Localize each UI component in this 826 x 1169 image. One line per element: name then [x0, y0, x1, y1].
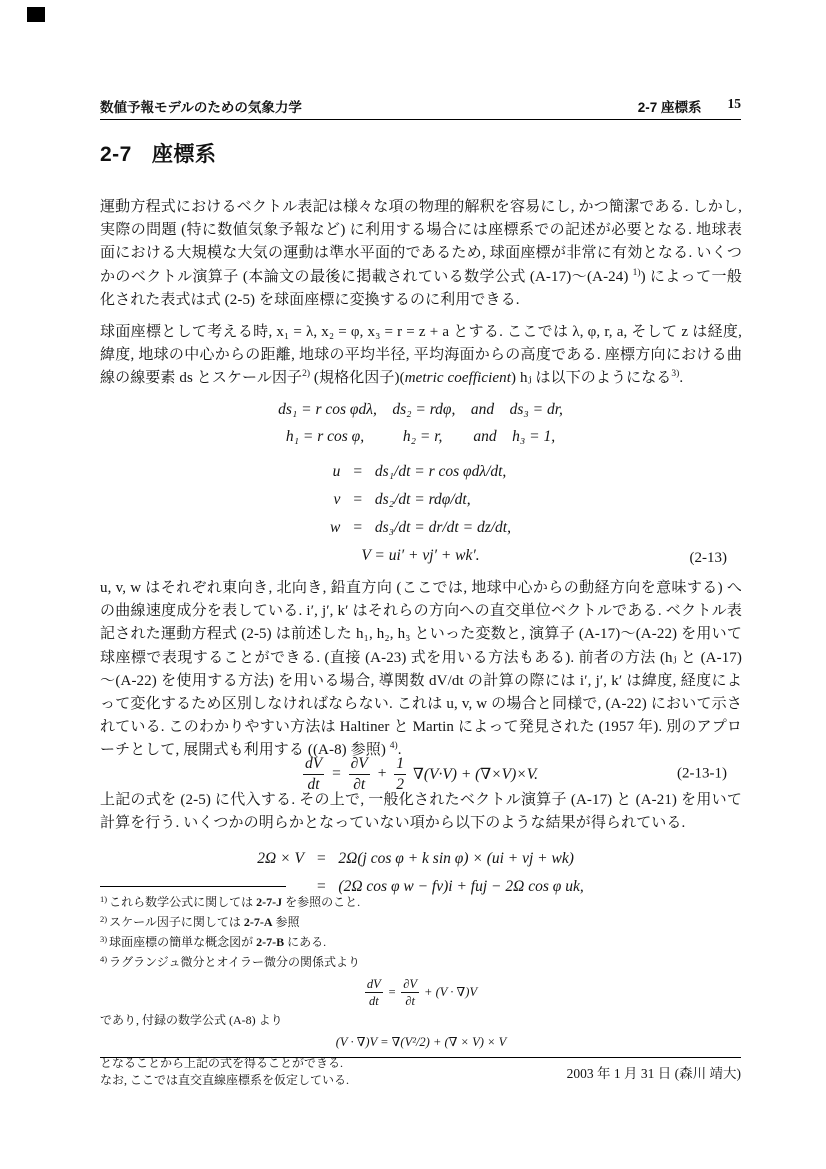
uvw-rel-3: =: [352, 519, 363, 536]
eq-h-line: h₁ = r cos φ, h₂ = r, and h₃ = 1,: [285, 428, 556, 445]
uvw-lhs-u: u: [332, 463, 341, 480]
page-footer: [100, 1062, 741, 1082]
p2-text-b: (規格化因子)(: [310, 370, 405, 387]
p2-text-d: .: [679, 370, 684, 387]
fn3-text-b: にある.: [284, 935, 327, 949]
fraction-denominator: 2: [396, 775, 404, 793]
footnote-3: [100, 931, 742, 951]
corner-mark: [27, 7, 45, 22]
fn1-ref: 2-7-J: [256, 895, 283, 909]
footnote-1: [100, 891, 742, 911]
fn2-ref: 2-7-A: [243, 915, 273, 929]
section-heading: [100, 138, 216, 168]
fn1-marker: 1): [100, 894, 108, 904]
footnote-marker-4: 4): [389, 741, 398, 752]
header-rule: [100, 119, 741, 120]
p1-text-cont: ) によって一般化された表式は式 (2-5) を球面座標に変換するのに利用できる.: [100, 268, 742, 308]
footnote-4: [100, 951, 742, 971]
fn2-marker: 2): [100, 914, 108, 924]
paragraph-3: [100, 577, 742, 763]
equation-2-13-1: [100, 754, 741, 794]
footer-rule: [100, 1057, 741, 1058]
equation-line-elements: [100, 396, 741, 450]
equation-2-13: [100, 545, 741, 567]
fn3-ref: 2-7-B: [256, 935, 285, 949]
footnote-equation-2: [100, 1034, 742, 1051]
fn4-text: ラグランジュ微分とオイラー微分の関係式より: [109, 955, 360, 969]
fn-eq2-body: (V · ∇)V = ∇(V²/2) + (∇ × V) × V: [335, 1035, 507, 1049]
header-right: [638, 96, 741, 116]
footnote-2: [100, 911, 742, 931]
eq-2-13-1-number: (2-13-1): [677, 765, 727, 782]
footnote-4-cont: [100, 1012, 742, 1029]
p2-text-c: ) hⱼ は以下のようになる: [511, 370, 672, 387]
p2-text: 球面座標として考える時, x₁ = λ, x₂ = φ, x₃ = r = z + a とする. ここでは λ, φ, r, a, そして z は経度, 緯度, 地球の中心からの距離, 地球の平均半径, 平均海面からの高度である. 座標方向における曲線の線要素 ds とスケール因子: [100, 324, 742, 387]
running-title: 数値予報モデルのための気象力学: [100, 100, 302, 115]
eq-2-13-number: (2-13): [689, 550, 727, 566]
p4-text: 上記の式を (2-5) に代入する. その上で, 一般化されたベクトル演算子 (A-17) と (A-21) を用いて計算を行う. いくつかの明らかとなっていない項から以下のような結果が得られている.: [100, 792, 742, 832]
page-header: [100, 96, 741, 116]
fraction-numerator: dV: [366, 977, 381, 991]
section-title: 座標系: [151, 143, 217, 166]
fn4-text-d: なお, ここでは直交直線座標系を仮定している.: [100, 1073, 350, 1087]
uvw-rhs-u: ds₁/dt = r cos φdλ/dt,: [374, 463, 507, 480]
p1-text: 運動方程式におけるベクトル表記は様々な項の物理的解釈を容易にし, かつ簡潔である. しかし, 実際の問題 (特に数値気象予報など) に利用する場合には座標系での記述が必要となる. 地球表面における大規模な大気の運動は準水平面的であるため, 球面座標が非常に有効となる. いくつかのベクトル演算子 (本論文の最後に掲載されている数学公式 (A-17)～(A-24): [100, 199, 742, 285]
fn-eq1-rel: =: [387, 985, 397, 999]
eq-2-13-body: V = ui′ + vj′ + wk′.: [361, 547, 480, 564]
fn2-text-b: 参照: [272, 915, 300, 929]
p3-text: u, v, w はそれぞれ東向き, 北向き, 鉛直方向 (ここでは, 地球中心からの動経方向を意味する) への曲線速度成分を表している. i′, j′, k′ はそれらの方向への直交単位ベクトルである. ベクトル表記された運動方程式 (2-5) は前述した h₁, h₂, h₃ といった変数と, 演算子 (A-17)～(A-22) を用いて球座標で表現することができる. (直接 (A-23) 式を用いる方法もある). 前者の方法 (hⱼ と (A-17)～(A-22) を使用する方法) を用いる場合, 導関数 dV/dt の計算の際には i′, j′, k′ は緯度, 経度によって変化するため区別しなければならない. これは u, v, w の場合と同様で, (A-22) において示されている. このわかりやすい方法は Haltiner と Martin によって発見された (1957 年). 別のアプローチとして, 展開式も利用する ((A-8) 参照): [100, 580, 742, 759]
p2-metric-coefficient: metric coefficient: [404, 370, 512, 387]
fraction-numerator: ∂V: [349, 755, 370, 774]
coriolis-lhs-1: 2Ω × V: [257, 850, 304, 867]
eq-relation: =: [331, 765, 342, 782]
coriolis-rhs-2: (2Ω cos φ w − fv)i + fuj − 2Ω cos φ uk,: [338, 878, 584, 895]
fraction-pV-pt: [349, 755, 370, 793]
fraction-denominator: ∂t: [353, 775, 366, 793]
footnote-marker-1: 1): [632, 267, 641, 278]
eq-2-13-1-tail: ∇(V·V) + (∇×V)×V.: [413, 765, 539, 783]
section-number: 2-7: [100, 143, 132, 166]
uvw-rhs-v: ds₂/dt = rdφ/dt,: [374, 491, 471, 508]
footnotes: [100, 891, 742, 1089]
footnote-marker-3: 3): [671, 369, 680, 380]
footer-date-author: 2003 年 1 月 31 日 (森川 靖大): [566, 1066, 741, 1081]
fn4-marker: 4): [100, 954, 108, 964]
running-section-label: 2-7 座標系: [637, 100, 702, 115]
coriolis-rhs-1: 2Ω(j cos φ + k sin φ) × (ui + vj + wk): [338, 850, 574, 867]
fraction-numerator: dV: [303, 755, 324, 774]
fn4-text-b: であり, 付録の数学公式 (A-8) より: [100, 1013, 283, 1027]
footnote-rule: [100, 886, 286, 887]
p3-text-cont: .: [397, 742, 402, 759]
eq-ds-line: ds₁ = r cos φdλ, ds₂ = rdφ, and ds₃ = dr,: [278, 401, 563, 418]
uvw-rel-1: =: [352, 463, 363, 480]
coriolis-rel-1: =: [315, 850, 327, 867]
paragraph-4: [100, 789, 742, 835]
fn1-text: これら数学公式に関しては: [109, 895, 257, 909]
fn1-text-b: を参照のこと.: [282, 895, 361, 909]
uvw-rel-2: =: [352, 491, 363, 508]
paragraph-1: [100, 196, 742, 312]
uvw-lhs-v: v: [333, 491, 341, 508]
fraction-numerator: ∂V: [403, 977, 418, 991]
fn4-text-c: となることから上記の式を得ることができる.: [100, 1056, 344, 1070]
eq-plus: +: [376, 765, 388, 782]
fn3-marker: 3): [100, 934, 108, 944]
fraction-dV-dt: [365, 977, 383, 1008]
fn-eq1-row: [365, 977, 477, 1008]
fn3-text: 球面座標の簡単な概念図が: [109, 935, 257, 949]
equation-uvw: [100, 458, 741, 542]
fraction-numerator: 1: [394, 755, 406, 774]
paragraph-2: [100, 321, 742, 391]
fn-eq1-tail: + (V · ∇)V: [424, 985, 478, 999]
coriolis-rel-2: =: [315, 878, 327, 895]
fraction-denominator: dt: [307, 775, 320, 793]
fn2-text: スケール因子に関しては: [109, 915, 244, 929]
uvw-rhs-w: ds₃/dt = dr/dt = dz/dt,: [374, 519, 511, 536]
fraction-pV-pt: [401, 977, 419, 1008]
fraction-one-half: [394, 755, 406, 793]
fraction-denominator: ∂t: [405, 994, 415, 1008]
uvw-grid: [330, 458, 511, 542]
footnote-equation-1: [100, 976, 742, 1008]
footnote-marker-2: 2): [302, 369, 311, 380]
fraction-dV-dt: [303, 755, 324, 793]
uvw-lhs-w: w: [330, 519, 341, 536]
fraction-denominator: dt: [368, 994, 379, 1008]
page-number: 15: [727, 96, 741, 111]
